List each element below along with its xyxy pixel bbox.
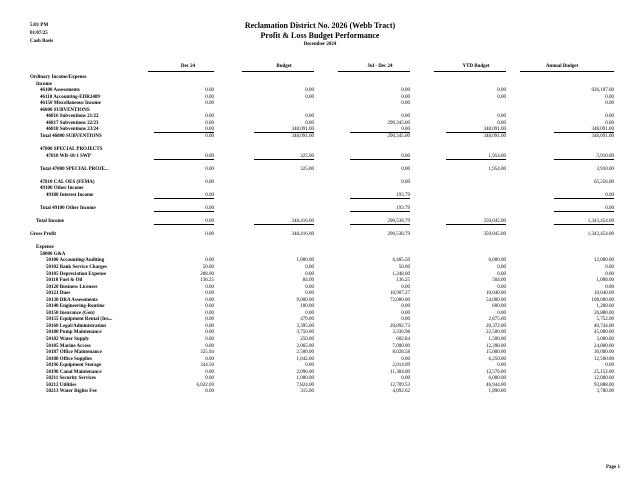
- row-value: 0.00: [205, 310, 214, 316]
- row-value: 0.00: [154, 206, 214, 212]
- row-value: 0.00: [605, 101, 614, 107]
- row-label: 50130 DRA Assessments: [46, 297, 98, 303]
- row-value: 6,405.50: [392, 258, 410, 264]
- row-label: 50185 Marine Access: [46, 343, 91, 349]
- row-label: 49100 Other Income: [40, 186, 84, 192]
- row-value: 0.00: [401, 317, 410, 323]
- row-value: 348,091.00: [591, 133, 614, 139]
- row-value: 350,045.00: [446, 219, 506, 225]
- column-heading-rule: [434, 71, 506, 72]
- row-value: 12,500.00: [594, 356, 614, 362]
- row-label: 50100 Accounting/Auditing: [46, 258, 105, 264]
- row-value: 3,910.00: [596, 166, 614, 172]
- row-label: 50140 Engineering-Routine: [46, 304, 105, 310]
- row-value: 193.79: [350, 206, 410, 212]
- row-value: 0.00: [154, 219, 214, 225]
- report-date: 01/07/25: [30, 31, 48, 36]
- row-value: 54,000.00: [486, 297, 506, 303]
- row-value: 325.00: [254, 154, 314, 160]
- row-label: 46817 Subventions 22/23: [46, 120, 99, 126]
- column-heading-rule: [242, 71, 314, 72]
- row-value: 208.00: [200, 271, 214, 277]
- row-label: 50213 Water Rights Fee: [46, 389, 97, 395]
- row-value: 30,000.00: [594, 350, 614, 356]
- row-value: 2,065.00: [296, 343, 314, 349]
- row-value: 0.00: [605, 363, 614, 369]
- row-value: 7,824.00: [296, 382, 314, 388]
- column-heading-ytd-budget: YTD Budget: [462, 64, 490, 69]
- row-value: 348,416.00: [254, 219, 314, 225]
- row-value: 0.00: [401, 356, 410, 362]
- row-value: 3,000.00: [596, 337, 614, 342]
- row-value: 0.00: [205, 258, 214, 264]
- row-value: 348,091.00: [291, 133, 314, 139]
- row-value: 1,042.00: [296, 356, 314, 362]
- row-value: 4,092.62: [392, 389, 410, 395]
- row-value: 46,944.00: [486, 382, 506, 388]
- row-label: 50121 Dues: [46, 291, 71, 297]
- row-value: 84.00: [302, 278, 314, 284]
- row-value: 24,800.00: [594, 343, 614, 349]
- row-label: 50212 Utilities: [46, 382, 77, 388]
- row-value: 0.00: [305, 88, 314, 94]
- row-value: 926,107.00: [591, 88, 614, 94]
- row-value: 1,343,454.00: [554, 219, 614, 225]
- row-value: 0.00: [605, 94, 614, 100]
- row-value: 0.00: [205, 317, 214, 323]
- row-label: 50150 Insurance (Gen): [46, 310, 95, 316]
- row-label: 50155 Equipment Rental (Ins...: [46, 317, 113, 323]
- column-heading-rule: [148, 71, 214, 72]
- row-value: 602.84: [396, 337, 410, 342]
- row-value: 0.00: [497, 363, 506, 369]
- row-value: 350,045.00: [483, 232, 506, 238]
- row-value: 0.00: [305, 264, 314, 270]
- row-label: 50105 Depreciation Expense: [46, 271, 107, 277]
- row-value: 0.00: [205, 88, 214, 94]
- row-value: 0.00: [605, 284, 614, 290]
- row-value: 8,028.58: [392, 350, 410, 356]
- report-time: 5:01 PM: [30, 23, 49, 28]
- row-value: 0.00: [497, 271, 506, 277]
- row-value: 2,500.00: [296, 350, 314, 356]
- row-value: 0.00: [205, 179, 214, 185]
- report-title: Profit & Loss Budget Performance: [260, 31, 380, 40]
- row-value: 0.00: [401, 94, 410, 100]
- row-value: 0.00: [497, 310, 506, 316]
- row-value: 3,336.98: [392, 330, 410, 336]
- row-label: 50196 Equipment Storage: [46, 363, 102, 369]
- row-value: 504.00: [492, 278, 506, 284]
- row-value: 0.00: [497, 120, 506, 126]
- row-value: 0.00: [205, 114, 214, 120]
- row-value: 40,744.00: [594, 323, 614, 329]
- row-value: 3,750.00: [296, 330, 314, 336]
- row-value: 0.00: [205, 101, 214, 107]
- column-heading-rule: [520, 71, 614, 72]
- row-value: 12,000.00: [594, 258, 614, 264]
- row-value: 50.00: [398, 264, 410, 270]
- row-label: 50182 Water Supply: [46, 337, 90, 342]
- row-value: 0.00: [205, 94, 214, 100]
- row-label: 50198 Canal Maintenance: [46, 369, 102, 375]
- row-value: 193.79: [350, 193, 410, 199]
- row-value: 290,538.79: [350, 219, 410, 225]
- row-value: 0.00: [205, 232, 214, 238]
- row-value: 0.00: [497, 94, 506, 100]
- row-label: 46110 Accounting-EDR2409: [40, 94, 100, 100]
- row-value: 136.25: [396, 278, 410, 284]
- row-value: 12,576.00: [486, 369, 506, 375]
- row-value: 0.00: [154, 193, 214, 199]
- row-value: 20,892.73: [390, 323, 410, 329]
- row-label: 46100 Assessments: [40, 88, 80, 94]
- row-value: 1,954.00: [446, 154, 506, 160]
- row-label: 50180 Pump Maintenance: [46, 330, 102, 336]
- row-value: 10,907.27: [390, 291, 410, 297]
- report-period: December 2024: [303, 42, 337, 47]
- column-heading-dec: Dec 24: [180, 64, 196, 69]
- row-value: 348,416.00: [291, 232, 314, 238]
- row-label: Gross Profit: [30, 232, 57, 238]
- row-value: 0.00: [497, 114, 506, 120]
- row-value: 348,091.00: [554, 127, 614, 133]
- row-value: 479.00: [300, 317, 314, 323]
- row-value: 290,345.00: [387, 133, 410, 139]
- row-value: 6,000.00: [488, 376, 506, 382]
- row-value: 3,395.00: [296, 323, 314, 329]
- row-value: 0.00: [205, 389, 214, 395]
- row-value: 12,000.00: [594, 376, 614, 382]
- row-value: 100.00: [300, 304, 314, 310]
- row-value: 0.00: [401, 88, 410, 94]
- row-value: 0.00: [350, 154, 410, 160]
- row-value: 0.00: [205, 330, 214, 336]
- row-value: 2,096.00: [296, 369, 314, 375]
- row-value: 0.00: [401, 310, 410, 316]
- row-value: 0.00: [154, 127, 214, 133]
- row-value: 325.00: [300, 166, 314, 172]
- row-label: 50160 Legal/Administration: [46, 323, 106, 329]
- row-value: 0.00: [205, 356, 214, 362]
- row-value: 0.00: [305, 363, 314, 369]
- row-value: 26,880.00: [594, 310, 614, 316]
- row-value: 348,091.00: [254, 127, 314, 133]
- row-value: 0.00: [605, 114, 614, 120]
- row-label: 46818 Subventions 23/24: [46, 127, 99, 133]
- row-label: 50102 Bank Service Charges: [46, 264, 107, 270]
- row-value: 15,000.00: [486, 350, 506, 356]
- row-value: 22,500.00: [486, 330, 506, 336]
- row-value: 50.00: [202, 264, 214, 270]
- column-heading-annual-budget: Annual Budget: [545, 64, 579, 69]
- row-label: 47018 WB-18-1 SWP: [46, 153, 91, 159]
- row-value: 0.00: [154, 154, 214, 160]
- row-value: 0.00: [401, 284, 410, 290]
- row-value: 600.00: [492, 304, 506, 310]
- row-value: 0.00: [401, 114, 410, 120]
- row-value: 0.00: [305, 94, 314, 100]
- row-value: 108,000.00: [591, 297, 614, 303]
- row-value: 1,200.00: [596, 304, 614, 310]
- row-label: 46150 Miscellaneous Income: [40, 101, 101, 107]
- row-value: 0.00: [205, 166, 214, 172]
- row-value: 1,000.00: [296, 376, 314, 382]
- row-value: 0.00: [205, 343, 214, 349]
- row-value: 0.00: [401, 376, 410, 382]
- row-value: 0.00: [305, 291, 314, 297]
- row-label: 46800 SUBVENTIONS: [40, 107, 90, 113]
- row-value: 12,398.00: [486, 343, 506, 349]
- row-label: 50187 Office Maintenance: [46, 350, 102, 356]
- row-value: 0.00: [305, 284, 314, 290]
- column-heading-budget: Budget: [276, 64, 292, 69]
- row-value: 344.50: [200, 363, 214, 369]
- report-basis: Cash Basis: [30, 39, 54, 44]
- row-value: 315.00: [300, 389, 314, 395]
- row-value: 0.00: [305, 114, 314, 120]
- row-label: Income: [36, 81, 52, 87]
- row-label: 46816 Subventions 21/22: [46, 114, 99, 120]
- row-value: 0.00: [305, 120, 314, 126]
- row-value: 72,000.00: [390, 297, 410, 303]
- row-value: 0.00: [497, 264, 506, 270]
- row-value: 2,014.09: [392, 363, 410, 369]
- page-number: Page 1: [605, 465, 620, 470]
- row-value: 0.00: [401, 179, 410, 185]
- row-value: 10,040.00: [594, 291, 614, 297]
- row-label: 50120 Business Licenses: [46, 284, 98, 290]
- row-value: 0.00: [205, 133, 214, 139]
- row-value: 12,709.53: [390, 382, 410, 388]
- row-value: 136.25: [200, 278, 214, 284]
- row-value: 0.00: [401, 304, 410, 310]
- row-value: 0.00: [497, 88, 506, 94]
- row-value: 65,256.00: [594, 179, 614, 185]
- row-value: 1,890.00: [488, 389, 506, 395]
- row-value: 0.00: [554, 193, 614, 199]
- row-value: 0.00: [305, 310, 314, 316]
- row-label: 49180 Interest Income: [46, 192, 94, 198]
- company-name: Reclamation District No. 2026 (Webb Tract): [244, 21, 396, 30]
- row-value: 0.00: [205, 369, 214, 375]
- row-label: Total 46800 SUBVENTIONS: [40, 133, 102, 139]
- row-value: 0.00: [205, 291, 214, 297]
- row-value: 0.00: [205, 297, 214, 303]
- row-value: 0.00: [205, 376, 214, 382]
- row-value: 0.00: [205, 337, 214, 342]
- row-label: 47000 SPECIAL PROJECTS: [40, 147, 103, 153]
- row-value: 3,910.00: [554, 154, 614, 160]
- row-label: Expense: [36, 245, 54, 251]
- row-value: 25,152.00: [594, 369, 614, 375]
- column-heading-jul-dec: Jul - Dec 24: [367, 64, 393, 69]
- row-value: 7,000.00: [392, 343, 410, 349]
- column-heading-rule: [338, 71, 410, 72]
- row-value: 93,888.00: [594, 382, 614, 388]
- row-label: Total 47000 SPECIAL PROJE...: [40, 166, 109, 172]
- row-value: 20,372.00: [486, 323, 506, 329]
- row-value: 348,091.00: [483, 133, 506, 139]
- row-value: 1,500.00: [488, 337, 506, 342]
- row-label: Total 49100 Other Income: [40, 206, 96, 211]
- row-label: 50110 Fuel & Oil: [46, 278, 83, 284]
- row-label: 50211 Security Services: [46, 376, 96, 382]
- row-value: 6,000.00: [488, 258, 506, 264]
- row-value: 3,780.00: [596, 389, 614, 395]
- row-value: 0.00: [605, 264, 614, 270]
- row-value: 0.00: [350, 127, 410, 133]
- row-value: 0.00: [205, 120, 214, 126]
- row-value: 290,345.00: [387, 120, 410, 126]
- row-value: 325.94: [200, 350, 214, 356]
- row-value: 1,343,454.00: [587, 232, 614, 238]
- row-value: 6,250.00: [488, 356, 506, 362]
- row-value: 11,384.00: [390, 369, 410, 375]
- row-value: 0.00: [401, 166, 410, 172]
- row-value: 2,875.00: [488, 317, 506, 323]
- row-value: 45,000.00: [594, 330, 614, 336]
- row-value: 0.00: [497, 284, 506, 290]
- row-value: 0.00: [205, 304, 214, 310]
- row-value: 0.00: [605, 271, 614, 277]
- row-label: 47810 CAL OES (FEMA): [40, 179, 95, 185]
- row-label: 50000 G&A: [40, 251, 66, 257]
- row-value: 5,752.00: [596, 317, 614, 323]
- row-value: 0.00: [554, 206, 614, 212]
- row-value: 9,000.00: [296, 297, 314, 303]
- row-value: 348,091.00: [446, 127, 506, 133]
- row-value: 0.00: [305, 271, 314, 277]
- row-value: 10,040.00: [486, 291, 506, 297]
- row-label: 50188 Office Supplies: [46, 356, 93, 362]
- row-label: Ordinary Income/Expense: [30, 75, 87, 80]
- row-value: 0.00: [205, 284, 214, 290]
- row-value: 6,022.69: [196, 382, 214, 388]
- row-value: 250.00: [300, 337, 314, 342]
- row-value: 1,248.00: [392, 271, 410, 277]
- row-value: 1,000.00: [296, 258, 314, 264]
- row-value: 1,954.00: [488, 166, 506, 172]
- row-label: Total Income: [36, 219, 65, 225]
- row-value: 290,538.79: [387, 232, 410, 238]
- row-value: 0.00: [401, 101, 410, 107]
- row-value: 0.00: [205, 323, 214, 329]
- row-value: 1,008.00: [596, 278, 614, 284]
- row-value: 0.00: [605, 120, 614, 126]
- report-row: [0, 389, 640, 396]
